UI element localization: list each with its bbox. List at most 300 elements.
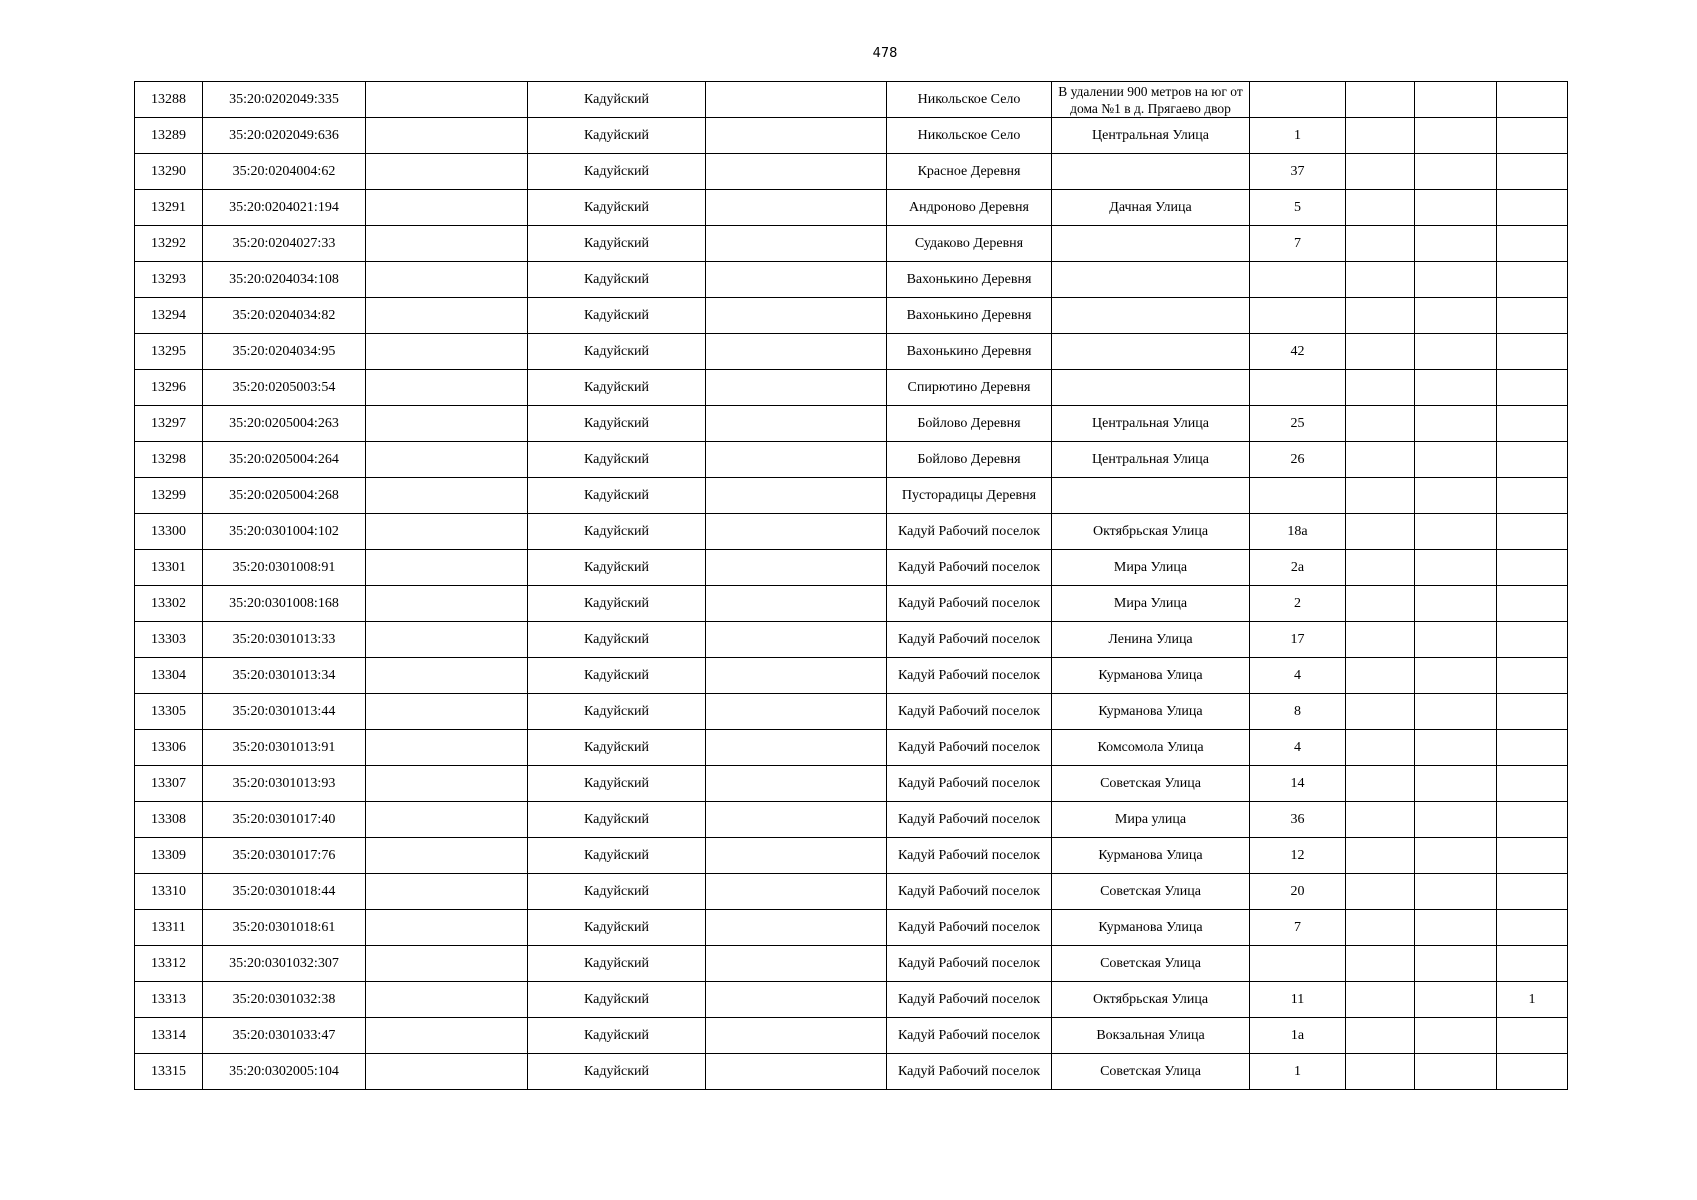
row-number-cell: 13306 [135, 730, 203, 766]
cadastral-number-cell: 35:20:0204021:194 [203, 190, 366, 226]
settlement-cell: Вахонькино Деревня [887, 262, 1052, 298]
extra-cell [1497, 694, 1568, 730]
table-row [135, 478, 1568, 514]
table-row [135, 370, 1568, 406]
house-number-cell: 20 [1250, 874, 1346, 910]
row-number-cell: 13289 [135, 118, 203, 154]
row-number-cell: 13312 [135, 946, 203, 982]
cadastral-number-cell: 35:20:0204034:95 [203, 334, 366, 370]
settlement-cell: Никольское Село [887, 118, 1052, 154]
table-row [135, 1054, 1568, 1090]
empty-cell [1346, 190, 1415, 226]
empty-cell [706, 550, 887, 586]
empty-cell [366, 262, 528, 298]
empty-cell [1415, 1018, 1497, 1054]
empty-cell [1415, 838, 1497, 874]
table-row [135, 514, 1568, 550]
table-row [135, 874, 1568, 910]
empty-cell [706, 730, 887, 766]
empty-cell [366, 154, 528, 190]
street-cell: Октябрьская Улица [1052, 514, 1250, 550]
row-number-cell: 13299 [135, 478, 203, 514]
table-row [135, 154, 1568, 190]
district-cell: Кадуйский [528, 82, 706, 118]
row-number-cell: 13290 [135, 154, 203, 190]
empty-cell [706, 622, 887, 658]
empty-cell [1415, 874, 1497, 910]
house-number-cell: 4 [1250, 658, 1346, 694]
settlement-cell: Спирютино Деревня [887, 370, 1052, 406]
row-number-cell: 13314 [135, 1018, 203, 1054]
empty-cell [366, 550, 528, 586]
empty-cell [1415, 190, 1497, 226]
empty-cell [706, 478, 887, 514]
row-number-cell: 13298 [135, 442, 203, 478]
street-cell [1052, 262, 1250, 298]
settlement-cell: Кадуй Рабочий поселок [887, 514, 1052, 550]
district-cell: Кадуйский [528, 694, 706, 730]
empty-cell [1346, 622, 1415, 658]
row-number-cell: 13313 [135, 982, 203, 1018]
empty-cell [1415, 946, 1497, 982]
extra-cell [1497, 910, 1568, 946]
empty-cell [1346, 1018, 1415, 1054]
empty-cell [1415, 694, 1497, 730]
extra-cell: 1 [1497, 982, 1568, 1018]
house-number-cell: 11 [1250, 982, 1346, 1018]
settlement-cell: Кадуй Рабочий поселок [887, 730, 1052, 766]
table-row [135, 262, 1568, 298]
empty-cell [706, 262, 887, 298]
settlement-cell: Кадуй Рабочий поселок [887, 946, 1052, 982]
extra-cell [1497, 1054, 1568, 1090]
cadastral-number-cell: 35:20:0205004:264 [203, 442, 366, 478]
street-cell: Центральная Улица [1052, 118, 1250, 154]
empty-cell [1415, 982, 1497, 1018]
empty-cell [706, 838, 887, 874]
empty-cell [366, 982, 528, 1018]
cadastral-number-cell: 35:20:0205004:268 [203, 478, 366, 514]
house-number-cell: 2 [1250, 586, 1346, 622]
district-cell: Кадуйский [528, 622, 706, 658]
district-cell: Кадуйский [528, 1054, 706, 1090]
empty-cell [366, 658, 528, 694]
empty-cell [366, 406, 528, 442]
empty-cell [706, 82, 887, 118]
street-cell: Вокзальная Улица [1052, 1018, 1250, 1054]
house-number-cell: 1 [1250, 118, 1346, 154]
extra-cell [1497, 586, 1568, 622]
empty-cell [1415, 514, 1497, 550]
extra-cell [1497, 334, 1568, 370]
district-cell: Кадуйский [528, 154, 706, 190]
street-cell: Курманова Улица [1052, 658, 1250, 694]
extra-cell [1497, 190, 1568, 226]
street-cell: Советская Улица [1052, 946, 1250, 982]
street-cell: Мира улица [1052, 802, 1250, 838]
empty-cell [1346, 442, 1415, 478]
extra-cell [1497, 766, 1568, 802]
empty-cell [1415, 910, 1497, 946]
street-cell: Октябрьская Улица [1052, 982, 1250, 1018]
table-row [135, 226, 1568, 262]
empty-cell [1415, 154, 1497, 190]
district-cell: Кадуйский [528, 802, 706, 838]
empty-cell [1346, 730, 1415, 766]
cadastral-number-cell: 35:20:0301013:91 [203, 730, 366, 766]
table-row [135, 982, 1568, 1018]
cadastral-number-cell: 35:20:0204004:62 [203, 154, 366, 190]
house-number-cell: 5 [1250, 190, 1346, 226]
settlement-cell: Бойлово Деревня [887, 406, 1052, 442]
row-number-cell: 13307 [135, 766, 203, 802]
empty-cell [706, 298, 887, 334]
house-number-cell [1250, 82, 1346, 118]
empty-cell [706, 874, 887, 910]
row-number-cell: 13296 [135, 370, 203, 406]
empty-cell [1346, 838, 1415, 874]
empty-cell [1415, 478, 1497, 514]
empty-cell [1415, 226, 1497, 262]
table-row [135, 82, 1568, 118]
house-number-cell: 12 [1250, 838, 1346, 874]
street-cell: Советская Улица [1052, 1054, 1250, 1090]
extra-cell [1497, 946, 1568, 982]
page-number: 478 [872, 46, 898, 61]
empty-cell [1415, 550, 1497, 586]
settlement-cell: Кадуй Рабочий поселок [887, 658, 1052, 694]
table-row [135, 190, 1568, 226]
extra-cell [1497, 442, 1568, 478]
cadastral-number-cell: 35:20:0301013:33 [203, 622, 366, 658]
cadastral-number-cell: 35:20:0204027:33 [203, 226, 366, 262]
empty-cell [1346, 1054, 1415, 1090]
cadastral-number-cell: 35:20:0301033:47 [203, 1018, 366, 1054]
street-cell: Комсомола Улица [1052, 730, 1250, 766]
empty-cell [366, 802, 528, 838]
empty-cell [706, 406, 887, 442]
empty-cell [366, 622, 528, 658]
empty-cell [366, 298, 528, 334]
empty-cell [1415, 766, 1497, 802]
extra-cell [1497, 262, 1568, 298]
empty-cell [1346, 262, 1415, 298]
settlement-cell: Кадуй Рабочий поселок [887, 586, 1052, 622]
row-number-cell: 13294 [135, 298, 203, 334]
cadastral-number-cell: 35:20:0301004:102 [203, 514, 366, 550]
empty-cell [706, 118, 887, 154]
empty-cell [706, 370, 887, 406]
row-number-cell: 13303 [135, 622, 203, 658]
settlement-cell: Андроново Деревня [887, 190, 1052, 226]
registry-table [134, 81, 1568, 1090]
table-row [135, 334, 1568, 370]
table-row [135, 622, 1568, 658]
cadastral-number-cell: 35:20:0301032:307 [203, 946, 366, 982]
row-number-cell: 13297 [135, 406, 203, 442]
empty-cell [706, 514, 887, 550]
cadastral-number-cell: 35:20:0204034:82 [203, 298, 366, 334]
empty-cell [366, 838, 528, 874]
registry-rows [135, 82, 1568, 1090]
settlement-cell: Кадуй Рабочий поселок [887, 694, 1052, 730]
empty-cell [1415, 442, 1497, 478]
empty-cell [1415, 730, 1497, 766]
empty-cell [1415, 622, 1497, 658]
empty-cell [706, 334, 887, 370]
empty-cell [1415, 406, 1497, 442]
row-number-cell: 13305 [135, 694, 203, 730]
house-number-cell: 26 [1250, 442, 1346, 478]
settlement-cell: Кадуй Рабочий поселок [887, 1018, 1052, 1054]
district-cell: Кадуйский [528, 370, 706, 406]
extra-cell [1497, 730, 1568, 766]
house-number-cell [1250, 370, 1346, 406]
empty-cell [366, 514, 528, 550]
street-cell: Советская Улица [1052, 766, 1250, 802]
row-number-cell: 13300 [135, 514, 203, 550]
table-row [135, 694, 1568, 730]
table-row [135, 406, 1568, 442]
empty-cell [706, 946, 887, 982]
empty-cell [1415, 658, 1497, 694]
empty-cell [1415, 262, 1497, 298]
empty-cell [706, 658, 887, 694]
settlement-cell: Кадуй Рабочий поселок [887, 1054, 1052, 1090]
row-number-cell: 13304 [135, 658, 203, 694]
street-cell: Курманова Улица [1052, 838, 1250, 874]
empty-cell [1346, 226, 1415, 262]
settlement-cell: Кадуй Рабочий поселок [887, 766, 1052, 802]
settlement-cell: Вахонькино Деревня [887, 298, 1052, 334]
extra-cell [1497, 514, 1568, 550]
street-cell [1052, 478, 1250, 514]
table-row [135, 946, 1568, 982]
settlement-cell: Кадуй Рабочий поселок [887, 910, 1052, 946]
extra-cell [1497, 118, 1568, 154]
house-number-cell: 37 [1250, 154, 1346, 190]
district-cell: Кадуйский [528, 730, 706, 766]
table-row [135, 802, 1568, 838]
settlement-cell: Красное Деревня [887, 154, 1052, 190]
house-number-cell [1250, 262, 1346, 298]
empty-cell [366, 586, 528, 622]
empty-cell [706, 154, 887, 190]
empty-cell [366, 226, 528, 262]
cadastral-number-cell: 35:20:0301018:61 [203, 910, 366, 946]
street-cell [1052, 334, 1250, 370]
row-number-cell: 13288 [135, 82, 203, 118]
empty-cell [1346, 802, 1415, 838]
empty-cell [706, 694, 887, 730]
district-cell: Кадуйский [528, 838, 706, 874]
empty-cell [1346, 334, 1415, 370]
house-number-cell [1250, 946, 1346, 982]
cadastral-number-cell: 35:20:0301017:40 [203, 802, 366, 838]
settlement-cell: Судаково Деревня [887, 226, 1052, 262]
street-cell: В удалении 900 метров на юг от дома №1 в д. Прягаево двор [1052, 82, 1250, 118]
empty-cell [706, 190, 887, 226]
district-cell: Кадуйский [528, 550, 706, 586]
street-cell: Ленина Улица [1052, 622, 1250, 658]
empty-cell [1346, 514, 1415, 550]
district-cell: Кадуйский [528, 1018, 706, 1054]
empty-cell [1415, 1054, 1497, 1090]
empty-cell [1346, 550, 1415, 586]
extra-cell [1497, 622, 1568, 658]
empty-cell [366, 766, 528, 802]
empty-cell [706, 1054, 887, 1090]
street-cell [1052, 226, 1250, 262]
empty-cell [706, 442, 887, 478]
empty-cell [1346, 658, 1415, 694]
settlement-cell: Кадуй Рабочий поселок [887, 874, 1052, 910]
empty-cell [1415, 118, 1497, 154]
house-number-cell: 14 [1250, 766, 1346, 802]
street-cell: Мира Улица [1052, 550, 1250, 586]
row-number-cell: 13295 [135, 334, 203, 370]
empty-cell [366, 82, 528, 118]
cadastral-number-cell: 35:20:0301013:34 [203, 658, 366, 694]
row-number-cell: 13310 [135, 874, 203, 910]
table-row [135, 910, 1568, 946]
table-row [135, 298, 1568, 334]
district-cell: Кадуйский [528, 910, 706, 946]
extra-cell [1497, 478, 1568, 514]
empty-cell [1346, 910, 1415, 946]
empty-cell [366, 1054, 528, 1090]
house-number-cell: 7 [1250, 910, 1346, 946]
district-cell: Кадуйский [528, 406, 706, 442]
house-number-cell: 1 [1250, 1054, 1346, 1090]
extra-cell [1497, 226, 1568, 262]
cadastral-number-cell: 35:20:0205003:54 [203, 370, 366, 406]
district-cell: Кадуйский [528, 298, 706, 334]
district-cell: Кадуйский [528, 478, 706, 514]
empty-cell [1346, 478, 1415, 514]
cadastral-number-cell: 35:20:0301017:76 [203, 838, 366, 874]
empty-cell [366, 370, 528, 406]
district-cell: Кадуйский [528, 442, 706, 478]
row-number-cell: 13311 [135, 910, 203, 946]
empty-cell [1415, 82, 1497, 118]
row-number-cell: 13308 [135, 802, 203, 838]
district-cell: Кадуйский [528, 514, 706, 550]
extra-cell [1497, 406, 1568, 442]
settlement-cell: Кадуй Рабочий поселок [887, 802, 1052, 838]
cadastral-number-cell: 35:20:0202049:335 [203, 82, 366, 118]
street-cell: Курманова Улица [1052, 694, 1250, 730]
empty-cell [366, 874, 528, 910]
street-cell [1052, 370, 1250, 406]
settlement-cell: Бойлово Деревня [887, 442, 1052, 478]
house-number-cell: 7 [1250, 226, 1346, 262]
extra-cell [1497, 82, 1568, 118]
empty-cell [366, 118, 528, 154]
district-cell: Кадуйский [528, 262, 706, 298]
cadastral-number-cell: 35:20:0205004:263 [203, 406, 366, 442]
district-cell: Кадуйский [528, 874, 706, 910]
table-row [135, 658, 1568, 694]
row-number-cell: 13293 [135, 262, 203, 298]
street-cell: Курманова Улица [1052, 910, 1250, 946]
house-number-cell [1250, 478, 1346, 514]
empty-cell [1346, 946, 1415, 982]
empty-cell [1346, 982, 1415, 1018]
row-number-cell: 13302 [135, 586, 203, 622]
table-row [135, 550, 1568, 586]
empty-cell [1346, 298, 1415, 334]
empty-cell [706, 982, 887, 1018]
district-cell: Кадуйский [528, 334, 706, 370]
district-cell: Кадуйский [528, 982, 706, 1018]
empty-cell [366, 1018, 528, 1054]
empty-cell [366, 478, 528, 514]
empty-cell [1346, 118, 1415, 154]
row-number-cell: 13309 [135, 838, 203, 874]
extra-cell [1497, 874, 1568, 910]
cadastral-number-cell: 35:20:0301008:168 [203, 586, 366, 622]
street-cell: Центральная Улица [1052, 406, 1250, 442]
row-number-cell: 13315 [135, 1054, 203, 1090]
table-row [135, 838, 1568, 874]
extra-cell [1497, 550, 1568, 586]
extra-cell [1497, 802, 1568, 838]
empty-cell [366, 694, 528, 730]
house-number-cell: 4 [1250, 730, 1346, 766]
house-number-cell: 8 [1250, 694, 1346, 730]
cadastral-number-cell: 35:20:0204034:108 [203, 262, 366, 298]
district-cell: Кадуйский [528, 586, 706, 622]
settlement-cell: Кадуй Рабочий поселок [887, 622, 1052, 658]
table-row [135, 730, 1568, 766]
row-number-cell: 13301 [135, 550, 203, 586]
house-number-cell: 1а [1250, 1018, 1346, 1054]
street-cell [1052, 154, 1250, 190]
extra-cell [1497, 838, 1568, 874]
cadastral-number-cell: 35:20:0301013:44 [203, 694, 366, 730]
empty-cell [1346, 586, 1415, 622]
empty-cell [1346, 874, 1415, 910]
settlement-cell: Кадуй Рабочий поселок [887, 982, 1052, 1018]
empty-cell [1346, 694, 1415, 730]
empty-cell [1346, 370, 1415, 406]
house-number-cell: 17 [1250, 622, 1346, 658]
settlement-cell: Пусторадицы Деревня [887, 478, 1052, 514]
empty-cell [1346, 766, 1415, 802]
cadastral-number-cell: 35:20:0301008:91 [203, 550, 366, 586]
table-row [135, 586, 1568, 622]
settlement-cell: Кадуй Рабочий поселок [887, 838, 1052, 874]
empty-cell [706, 586, 887, 622]
street-cell: Дачная Улица [1052, 190, 1250, 226]
extra-cell [1497, 1018, 1568, 1054]
settlement-cell: Никольское Село [887, 82, 1052, 118]
table-row [135, 442, 1568, 478]
empty-cell [1346, 82, 1415, 118]
street-cell: Советская Улица [1052, 874, 1250, 910]
cadastral-number-cell: 35:20:0301018:44 [203, 874, 366, 910]
house-number-cell: 2а [1250, 550, 1346, 586]
extra-cell [1497, 298, 1568, 334]
extra-cell [1497, 658, 1568, 694]
empty-cell [706, 802, 887, 838]
house-number-cell [1250, 298, 1346, 334]
extra-cell [1497, 154, 1568, 190]
extra-cell [1497, 370, 1568, 406]
settlement-cell: Кадуй Рабочий поселок [887, 550, 1052, 586]
empty-cell [706, 766, 887, 802]
